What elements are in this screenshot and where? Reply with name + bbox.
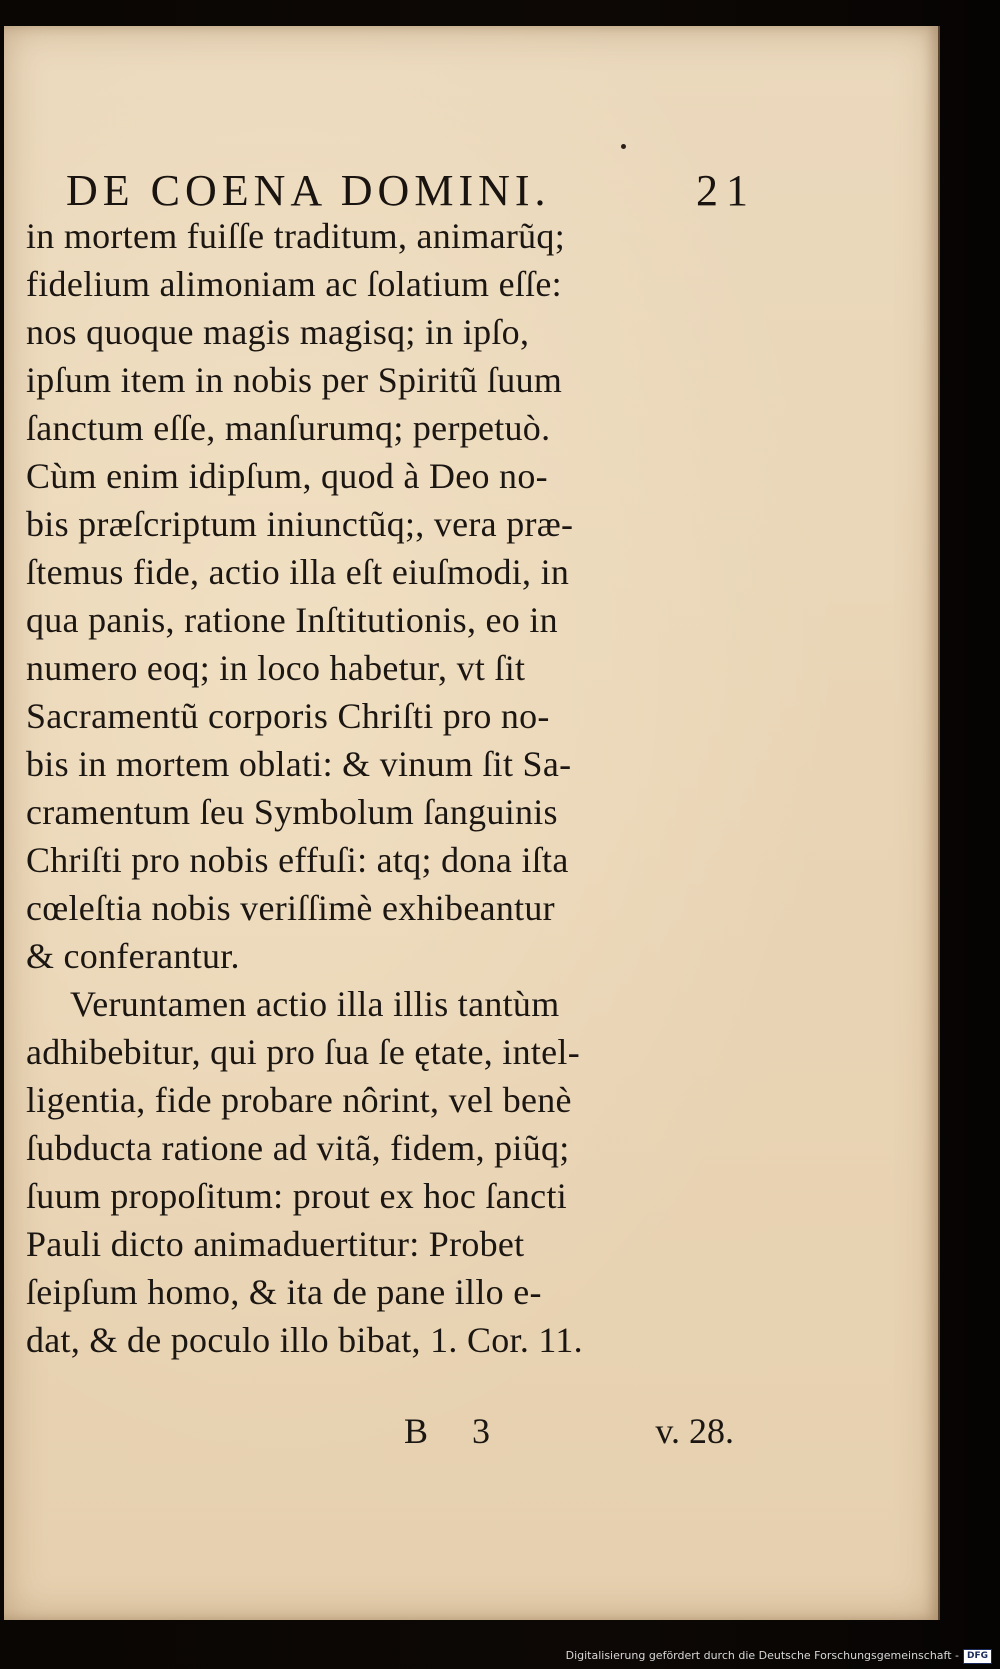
digitization-credit <box>566 1648 992 1664</box>
text-line: ligentia, fide probare nôrint, vel benè <box>26 1080 572 1120</box>
text-line: bis in mortem oblati: & vinum ſit Sa- <box>26 744 572 784</box>
text-line: Veruntamen actio illa illis tantùm <box>70 984 560 1024</box>
text-line: bis præſcriptum iniunctũq;, vera præ- <box>26 504 574 544</box>
text-line: Chriſti pro nobis effuſi: atq; dona iſta <box>26 840 569 880</box>
page-number: 21 <box>696 166 756 215</box>
text-line: nos quoque magis magisq; in ipſo, <box>26 312 530 352</box>
signature-mark <box>404 1406 490 1456</box>
text-line: in mortem fuiſſe traditum, animarũq; <box>26 216 565 256</box>
text-line: ſeipſum homo, & ita de pane illo e- <box>26 1272 542 1312</box>
text-line: ſanctum eſſe, manſurumq; perpetuò. <box>26 408 551 448</box>
text-line: fidelium alimoniam ac ſolatium eſſe: <box>26 264 562 304</box>
text-line: dat, & de poculo illo bibat, 1. Cor. 11. <box>26 1320 583 1360</box>
text-line: Sacramentũ corporis Chriſti pro no- <box>26 696 550 736</box>
page-footer <box>404 1406 734 1456</box>
credit-text: Digitalisierung gefördert durch die Deutsche Forschungsgemeinschaft - <box>565 1649 959 1662</box>
text-line: numero eoq; in loco habetur, vt ſit <box>26 648 526 688</box>
ink-speck <box>621 144 626 149</box>
text-line: ſuum propoſitum: prout ex hoc ſancti <box>26 1176 568 1216</box>
signature-number: 3 <box>472 1411 491 1451</box>
text-line: Pauli dicto animaduertitur: Probet <box>26 1224 525 1264</box>
text-line: qua panis, ratione Inſtitutionis, eo in <box>26 600 558 640</box>
text-line: & conferantur. <box>26 936 240 976</box>
signature-letter: B <box>404 1411 429 1451</box>
book-page <box>4 26 940 1620</box>
catchword-reference: v. 28. <box>655 1411 734 1451</box>
text-line: ſtemus fide, actio illa eſt eiuſmodi, in <box>26 552 570 592</box>
dfg-logo: DFG <box>963 1649 992 1664</box>
text-line: adhibebitur, qui pro ſua ſe ętate, intel- <box>26 1032 580 1072</box>
text-line: cramentum ſeu Symbolum ſanguinis <box>26 792 558 832</box>
body-text <box>26 212 736 1364</box>
text-line: cœleſtia nobis veriſſimè exhibeantur <box>26 888 555 928</box>
text-line: ipſum item in nobis per Spiritũ ſuum <box>26 360 563 400</box>
text-line: Cùm enim idipſum, quod à Deo no- <box>26 456 548 496</box>
running-title: DE COENA DOMINI. <box>66 166 551 215</box>
text-line: ſubducta ratione ad vitã, fidem, piũq; <box>26 1128 570 1168</box>
